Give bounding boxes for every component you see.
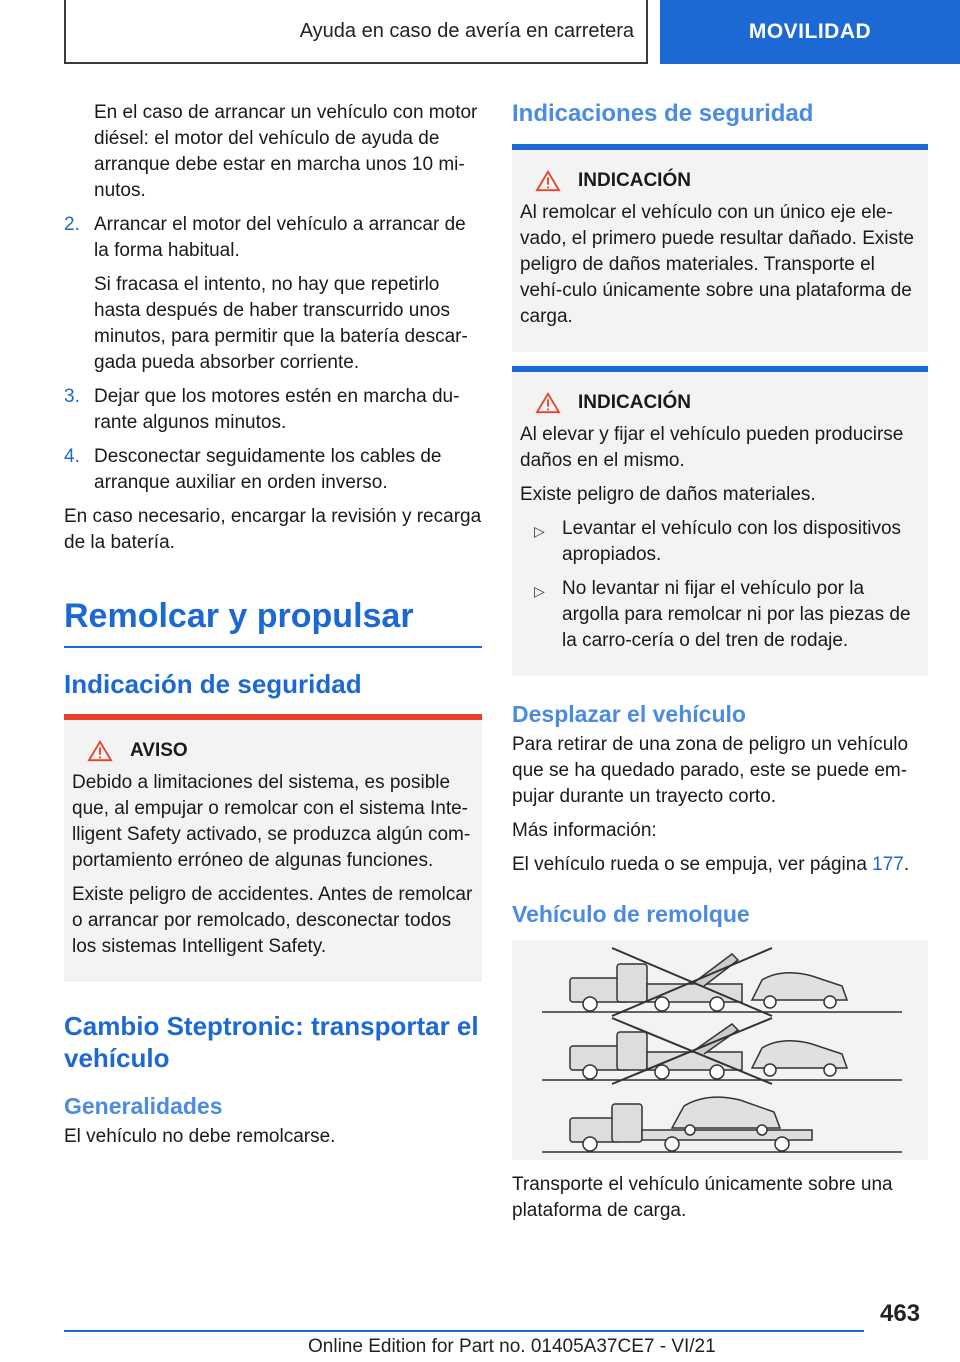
indicacion-title-text: INDICACIÓN — [578, 170, 691, 191]
indicacion-1-text — [520, 200, 920, 330]
heading-steptronic: Cambio Steptronic: transportar el vehículo — [64, 1011, 479, 1073]
indicacion-title-text: INDICACIÓN — [578, 392, 691, 413]
right-column — [512, 100, 928, 1232]
paragraph-reference — [512, 852, 928, 878]
aviso-title — [72, 738, 474, 764]
reference-suffix: . — [903, 854, 910, 875]
step-number: 4. — [64, 446, 80, 467]
warning-triangle-icon — [534, 392, 562, 414]
indicacion-1-text-2: Existe peligro de daños materiales. Transporte el vehí-culo únicamente sobre una plataforma de carga. — [520, 228, 914, 327]
indicacion-2-text-2: Existe peligro de daños materiales. — [520, 484, 816, 505]
indicacion-box-2 — [512, 366, 928, 676]
aviso-text-1: Debido a limitaciones del sistema, es posible que, al empujar o remolcar con el sistema Inte-lligent Safety activado, se produzca algún com-portamiento erróneo de algunas funciones. — [72, 772, 471, 871]
paragraph-generalidades: El vehículo no debe remolcarse. — [64, 1126, 336, 1147]
list-item — [520, 516, 920, 568]
footer-edition: Online Edition for Part no. 01405A37CE7 - VI/21 — [308, 1336, 716, 1357]
towing-illustration — [512, 940, 928, 1160]
indicacion-title — [520, 390, 920, 416]
header-chapter-label: MOVILIDAD — [748, 20, 872, 43]
header-section-title — [64, 0, 648, 64]
paragraph-after-steps: En caso necesario, encargar la revisión y recarga de la batería. — [64, 506, 482, 553]
indicacion-box-1 — [512, 144, 928, 352]
warning-triangle-icon — [534, 170, 562, 192]
towing-vehicles-image — [512, 940, 928, 1160]
header-chapter-tab[interactable] — [660, 0, 960, 64]
bullet-text: Levantar el vehículo con los dispositivos apropiados. — [562, 518, 902, 565]
step-4 — [64, 444, 482, 496]
step-text: Desconectar seguidamente los cables de arranque auxiliar en orden inverso. — [94, 446, 442, 493]
paragraph-mas-info: Más información: — [512, 820, 657, 841]
figure-caption: Transporte el vehículo únicamente sobre una plataforma de carga. — [512, 1174, 893, 1221]
step-text: Arrancar el motor del vehículo a arrancar de la forma habitual. — [94, 214, 466, 261]
heading-generalidades: Generalidades — [64, 1093, 223, 1119]
heading-vehiculo-remolque: Vehículo de remolque — [512, 901, 750, 927]
bullet-text: No levantar ni fijar el vehículo por la argolla para remolcar ni por las piezas de la carro-cería o del tren de rodaje. — [562, 578, 911, 651]
step-number: 2. — [64, 214, 80, 235]
aviso-box — [64, 714, 482, 982]
page-number: 463 — [880, 1300, 921, 1327]
step-number: 3. — [64, 386, 80, 407]
paragraph-intro: En el caso de arrancar un vehículo con motor diésel: el motor del vehículo de ayuda de arranque debe estar en marcha unos 10 mi-nutos. — [94, 102, 478, 201]
heading-indicacion-seguridad: Indicación de seguridad — [64, 669, 362, 699]
indicacion-1-text-1: Al remolcar el vehículo con un único eje ele-vado, el primero puede resultar dañado. — [520, 202, 893, 249]
left-column — [64, 100, 482, 1158]
aviso-text-2: Existe peligro de accidentes. Antes de remolcar o arrancar por remolcado, desconectar todos los sistemas Intelligent Safety. — [72, 884, 473, 957]
warning-triangle-icon — [86, 740, 114, 762]
page-reference-link[interactable]: 177 — [872, 854, 904, 875]
triangle-bullet-icon: ▷ — [534, 523, 545, 539]
step-2 — [64, 212, 482, 264]
reference-prefix: El vehículo rueda o se empuja, ver página — [512, 854, 867, 875]
paragraph-desplazar: Para retirar de una zona de peligro un vehículo que se ha quedado parado, este se puede em-pujar durante un trayecto corto. — [512, 734, 909, 807]
heading-indicaciones-seguridad: Indicaciones de seguridad — [512, 100, 814, 127]
step-2-extra: Si fracasa el intento, no hay que repetirlo hasta después de haber transcurrido unos minutos, para permitir que la batería descar-gada pueda absorber corriente. — [94, 274, 468, 373]
heading-remolcar: Remolcar y propulsar — [64, 596, 482, 648]
triangle-bullet-icon: ▷ — [534, 583, 545, 599]
heading-desplazar: Desplazar el vehículo — [512, 701, 746, 727]
step-3 — [64, 384, 482, 436]
step-text: Dejar que los motores estén en marcha du-rante algunos minutos. — [94, 386, 460, 433]
header-section-label: Ayuda en caso de avería en carretera — [299, 19, 634, 42]
list-item — [520, 576, 920, 654]
indicacion-title — [520, 168, 920, 194]
aviso-title-text: AVISO — [130, 740, 188, 761]
indicacion-2-text-1: Al elevar y fijar el vehículo pueden producirse daños en el mismo. — [520, 424, 904, 471]
footer-divider — [64, 1330, 864, 1332]
